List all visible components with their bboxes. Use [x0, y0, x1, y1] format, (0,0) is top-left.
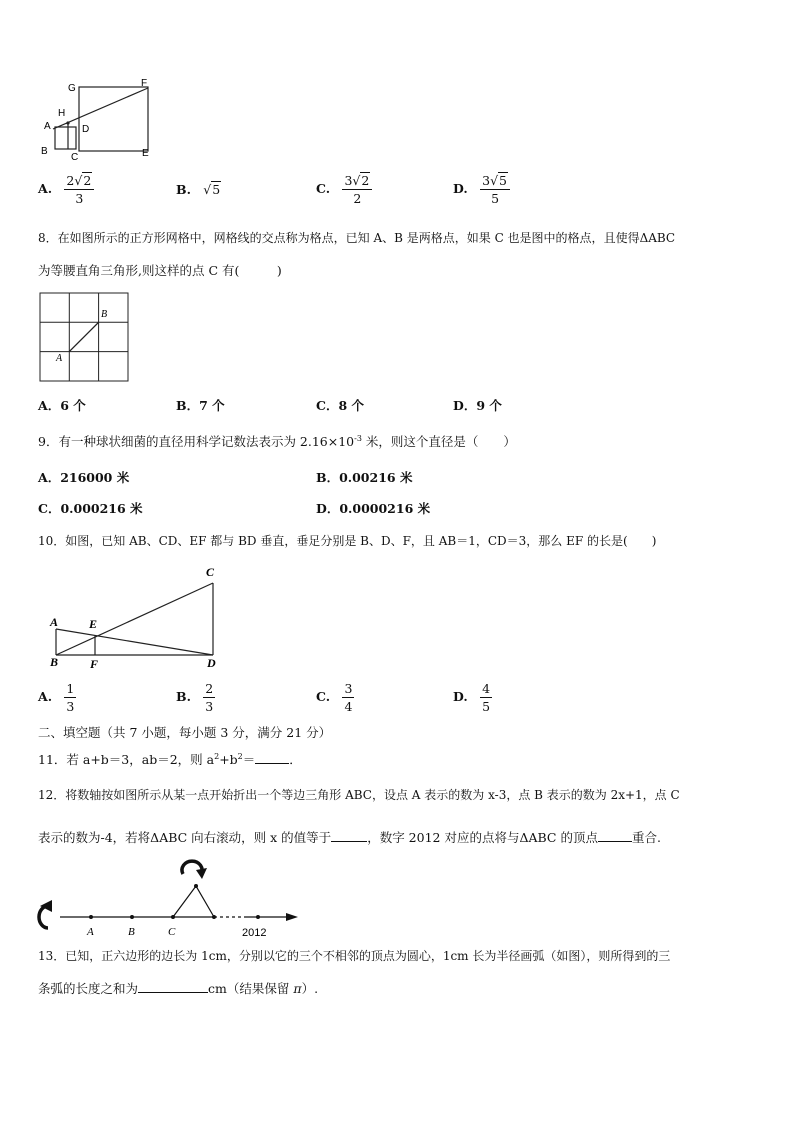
q8-stem-line1: 8．在如图所示的正方形网格中，网格线的交点称为格点，已知 A、B 是两格点，如果 C 也是图中的格点，且使得ΔABC — [38, 231, 676, 245]
q7-option-d[interactable]: D. $\frac{3√5}{5}$ — [453, 172, 510, 207]
q10-label-b: B — [50, 655, 59, 669]
q9-option-c[interactable]: C．0.000216 米 — [38, 501, 143, 516]
q10-option-b[interactable]: B. $\frac{2}{3}$ — [176, 681, 214, 714]
q8-stem-line2: 为等腰直角三角形,则这样的点 C 有( ) — [38, 263, 282, 278]
q8-label-a: A — [56, 353, 63, 364]
q11-stem: 11．若 a+b＝3，ab＝2，则 $a^2+b^2=$ ． — [38, 751, 302, 767]
q7-label-g: G — [68, 83, 76, 94]
q9-option-b[interactable]: B．0.00216 米 — [316, 470, 413, 485]
q8-option-c[interactable]: C．8 个 — [316, 398, 364, 413]
q10-option-c[interactable]: C. $\frac{3}{4}$ — [316, 681, 353, 714]
q7-option-b[interactable]: B. √5 — [176, 182, 221, 197]
q9-option-d[interactable]: D．0.0000216 米 — [316, 501, 431, 516]
q10-label-f: F — [90, 657, 99, 671]
q12-label-2012: 2012 — [242, 927, 267, 939]
q13-stem-line1: 13．已知，正六边形的边长为 1cm，分别以它的三个不相邻的顶点为圆心，1cm 长为半径画弧（如图），则所得到的三 — [38, 949, 671, 963]
q11-answer-blank[interactable] — [255, 763, 289, 764]
q10-label-a: A — [50, 615, 59, 629]
q12-label-a: A — [87, 926, 94, 938]
q12-label-c: C — [168, 926, 176, 938]
q12-stem-line1: 12．将数轴按如图所示从某一点开始折出一个等边三角形 ABC，设点 A 表示的数为 x-3，点 B 表示的数为 2x+1，点 C — [38, 788, 680, 802]
q12-stem-line2: 表示的数为-4，若将ΔABC 向右滚动，则 x 的值等于 ，数字 2012 对应的点将与ΔABC 的顶点 重合. — [38, 830, 661, 845]
q8-option-d[interactable]: D．9 个 — [453, 398, 502, 413]
q8-grid-figure — [38, 291, 132, 385]
q13-stem-line2: 条弧的长度之和为 cm（结果保留 π）. — [38, 981, 319, 996]
q12-x-blank[interactable] — [331, 841, 367, 842]
q10-stem: 10．如图，已知 AB、CD、EF 都与 BD 垂直，垂足分别是 B、D、F，且 AB＝1，CD＝3，那么 EF 的长是( ) — [38, 534, 657, 548]
q7-label-d: D — [82, 124, 90, 135]
q10-option-d[interactable]: D. $\frac{4}{5}$ — [453, 681, 491, 714]
q8-label-b: B — [101, 309, 108, 320]
q10-label-c: C — [206, 565, 215, 579]
q8-option-a[interactable]: A．6 个 — [38, 398, 86, 413]
q10-option-a[interactable]: A. $\frac{1}{3}$ — [38, 681, 75, 714]
q7-label-h: H — [58, 108, 66, 119]
q12-label-b: B — [128, 926, 135, 938]
q7-label-f: F — [141, 78, 148, 89]
q8-option-b[interactable]: B．7 个 — [176, 398, 225, 413]
q10-label-d: D — [207, 656, 216, 670]
q10-figure — [44, 563, 234, 673]
q7-label-c: C — [71, 152, 79, 163]
q9-stem: 9．有一种球状细菌的直径用科学记数法表示为 $2.16\times 10^{-3}$ 米，则这个直径是（ ） — [38, 433, 516, 449]
q9-option-a[interactable]: A．216000 米 — [38, 470, 130, 485]
q12-number-line-figure — [36, 856, 301, 940]
q7-option-c[interactable]: C. $\frac{3√2}{2}$ — [316, 172, 372, 207]
q7-label-a: A — [44, 121, 51, 132]
section-fill-in-heading: 二、填空题（共 7 小题，每小题 3 分，满分 21 分） — [38, 725, 332, 740]
q7-label-b: B — [41, 146, 48, 157]
q13-answer-blank[interactable] — [138, 992, 208, 993]
q10-label-e: E — [89, 617, 98, 631]
q12-vertex-blank[interactable] — [598, 841, 632, 842]
q7-option-a[interactable]: A. $\frac{2√2}{3}$ — [38, 172, 94, 207]
q7-figure — [38, 74, 163, 164]
q7-label-e: E — [142, 148, 149, 159]
